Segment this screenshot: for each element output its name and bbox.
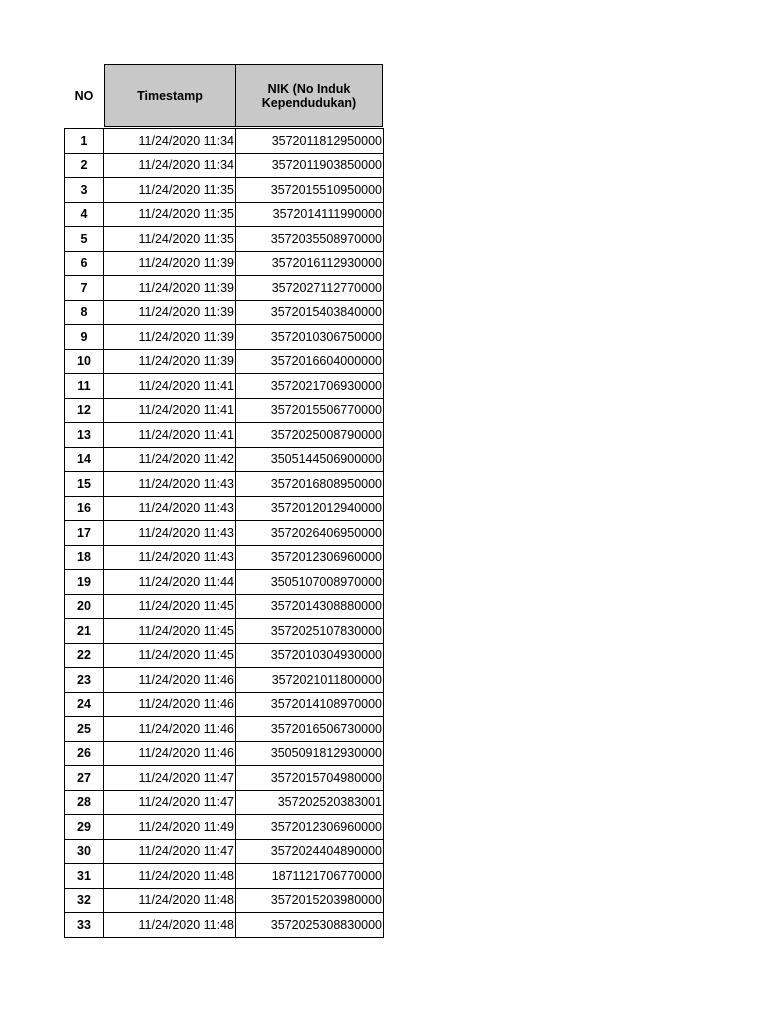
table-row xyxy=(65,448,384,473)
cell-no[interactable]: 33 xyxy=(65,913,104,938)
table-row xyxy=(65,570,384,595)
table-row xyxy=(65,399,384,424)
cell-timestamp[interactable]: 11/24/2020 11:48 xyxy=(104,864,236,889)
table-row xyxy=(65,178,384,203)
cell-no[interactable]: 13 xyxy=(65,423,104,448)
cell-no[interactable]: 23 xyxy=(65,668,104,693)
cell-timestamp[interactable]: 11/24/2020 11:45 xyxy=(104,644,236,669)
cell-nik[interactable]: 3572016112930000 xyxy=(236,252,384,277)
table-row xyxy=(65,766,384,791)
cell-no[interactable]: 4 xyxy=(65,203,104,228)
cell-no[interactable]: 15 xyxy=(65,472,104,497)
cell-nik[interactable]: 3572010304930000 xyxy=(236,644,384,669)
table-row xyxy=(65,595,384,620)
cell-no[interactable]: 3 xyxy=(65,178,104,203)
cell-no[interactable]: 20 xyxy=(65,595,104,620)
cell-no[interactable]: 27 xyxy=(65,766,104,791)
cell-no[interactable]: 5 xyxy=(65,227,104,252)
table-row xyxy=(65,717,384,742)
table-row xyxy=(65,374,384,399)
cell-timestamp[interactable]: 11/24/2020 11:34 xyxy=(104,129,236,154)
cell-timestamp[interactable]: 11/24/2020 11:48 xyxy=(104,889,236,914)
table-row xyxy=(65,546,384,571)
cell-timestamp[interactable]: 11/24/2020 11:47 xyxy=(104,791,236,816)
table-row xyxy=(65,521,384,546)
cell-nik[interactable]: 3572015510950000 xyxy=(236,178,384,203)
cell-timestamp[interactable]: 11/24/2020 11:48 xyxy=(104,913,236,938)
cell-timestamp[interactable]: 11/24/2020 11:49 xyxy=(104,815,236,840)
cell-timestamp[interactable]: 11/24/2020 11:43 xyxy=(104,521,236,546)
cell-no[interactable]: 21 xyxy=(65,619,104,644)
table-row xyxy=(65,497,384,522)
cell-nik[interactable]: 3572015203980000 xyxy=(236,889,384,914)
table-row xyxy=(65,889,384,914)
cell-timestamp[interactable]: 11/24/2020 11:46 xyxy=(104,668,236,693)
cell-timestamp[interactable]: 11/24/2020 11:41 xyxy=(104,423,236,448)
cell-timestamp[interactable]: 11/24/2020 11:45 xyxy=(104,619,236,644)
table-row xyxy=(65,325,384,350)
cell-nik[interactable]: 3572016808950000 xyxy=(236,472,384,497)
cell-no[interactable]: 25 xyxy=(65,717,104,742)
cell-nik[interactable]: 3572015506770000 xyxy=(236,399,384,424)
cell-timestamp[interactable]: 11/24/2020 11:39 xyxy=(104,350,236,375)
cell-nik[interactable]: 357202520383001 xyxy=(236,791,384,816)
cell-timestamp[interactable]: 11/24/2020 11:46 xyxy=(104,717,236,742)
table-body xyxy=(64,128,384,938)
cell-nik[interactable]: 3572026406950000 xyxy=(236,521,384,546)
cell-no[interactable]: 26 xyxy=(65,742,104,767)
header-no[interactable]: NO xyxy=(74,88,94,103)
cell-nik[interactable]: 3572025308830000 xyxy=(236,913,384,938)
table-row xyxy=(65,276,384,301)
cell-timestamp[interactable]: 11/24/2020 11:39 xyxy=(104,252,236,277)
cell-no[interactable]: 1 xyxy=(65,129,104,154)
cell-nik[interactable]: 3572015704980000 xyxy=(236,766,384,791)
table-row xyxy=(65,350,384,375)
cell-timestamp[interactable]: 11/24/2020 11:34 xyxy=(104,154,236,179)
table-row xyxy=(65,742,384,767)
cell-no[interactable]: 31 xyxy=(65,864,104,889)
cell-nik[interactable]: 3572014108970000 xyxy=(236,693,384,718)
table-row xyxy=(65,864,384,889)
cell-nik[interactable]: 3572021706930000 xyxy=(236,374,384,399)
table-row xyxy=(65,227,384,252)
table-row xyxy=(65,693,384,718)
table-row xyxy=(65,423,384,448)
cell-nik[interactable]: 3572025107830000 xyxy=(236,619,384,644)
cell-nik[interactable]: 3572011903850000 xyxy=(236,154,384,179)
table-row xyxy=(65,668,384,693)
table-row xyxy=(65,301,384,326)
table-header xyxy=(64,64,384,127)
cell-timestamp[interactable]: 11/24/2020 11:41 xyxy=(104,399,236,424)
cell-no[interactable]: 8 xyxy=(65,301,104,326)
cell-nik[interactable]: 3572014111990000 xyxy=(236,203,384,228)
cell-timestamp[interactable]: 11/24/2020 11:45 xyxy=(104,595,236,620)
cell-no[interactable]: 24 xyxy=(65,693,104,718)
cell-no[interactable]: 22 xyxy=(65,644,104,669)
table-row xyxy=(65,203,384,228)
cell-timestamp[interactable]: 11/24/2020 11:46 xyxy=(104,742,236,767)
cell-nik[interactable]: 3572027112770000 xyxy=(236,276,384,301)
cell-timestamp[interactable]: 11/24/2020 11:39 xyxy=(104,325,236,350)
cell-nik[interactable]: 3505091812930000 xyxy=(236,742,384,767)
cell-no[interactable]: 30 xyxy=(65,840,104,865)
table-row xyxy=(65,913,384,938)
cell-no[interactable]: 16 xyxy=(65,497,104,522)
cell-nik[interactable]: 3572010306750000 xyxy=(236,325,384,350)
cell-nik[interactable]: 3505144506900000 xyxy=(236,448,384,473)
header-timestamp[interactable]: Timestamp xyxy=(104,64,236,127)
cell-no[interactable]: 10 xyxy=(65,350,104,375)
cell-timestamp[interactable]: 11/24/2020 11:35 xyxy=(104,178,236,203)
cell-no[interactable]: 14 xyxy=(65,448,104,473)
cell-nik[interactable]: 3572015403840000 xyxy=(236,301,384,326)
table-row xyxy=(65,129,384,154)
table-row xyxy=(65,154,384,179)
cell-no[interactable]: 18 xyxy=(65,546,104,571)
cell-timestamp[interactable]: 11/24/2020 11:47 xyxy=(104,840,236,865)
cell-nik[interactable]: 3572012306960000 xyxy=(236,546,384,571)
cell-timestamp[interactable]: 11/24/2020 11:39 xyxy=(104,301,236,326)
cell-nik[interactable]: 1871121706770000 xyxy=(236,864,384,889)
cell-nik[interactable]: 3572035508970000 xyxy=(236,227,384,252)
cell-no[interactable]: 19 xyxy=(65,570,104,595)
cell-no[interactable]: 17 xyxy=(65,521,104,546)
cell-timestamp[interactable]: 11/24/2020 11:35 xyxy=(104,227,236,252)
cell-nik[interactable]: 3572011812950000 xyxy=(236,129,384,154)
cell-no[interactable]: 28 xyxy=(65,791,104,816)
cell-timestamp[interactable]: 11/24/2020 11:47 xyxy=(104,766,236,791)
cell-timestamp[interactable]: 11/24/2020 11:43 xyxy=(104,546,236,571)
cell-nik[interactable]: 3572012012940000 xyxy=(236,497,384,522)
table-row xyxy=(65,472,384,497)
cell-timestamp[interactable]: 11/24/2020 11:35 xyxy=(104,203,236,228)
cell-no[interactable]: 11 xyxy=(65,374,104,399)
cell-no[interactable]: 9 xyxy=(65,325,104,350)
cell-no[interactable]: 6 xyxy=(65,252,104,277)
table-row xyxy=(65,840,384,865)
table-row xyxy=(65,791,384,816)
cell-timestamp[interactable]: 11/24/2020 11:46 xyxy=(104,693,236,718)
cell-nik[interactable]: 3572016604000000 xyxy=(236,350,384,375)
cell-timestamp[interactable]: 11/24/2020 11:43 xyxy=(104,472,236,497)
cell-timestamp[interactable]: 11/24/2020 11:39 xyxy=(104,276,236,301)
cell-nik[interactable]: 3505107008970000 xyxy=(236,570,384,595)
cell-nik[interactable]: 3572025008790000 xyxy=(236,423,384,448)
cell-no[interactable]: 2 xyxy=(65,154,104,179)
table-row xyxy=(65,252,384,277)
cell-timestamp[interactable]: 11/24/2020 11:41 xyxy=(104,374,236,399)
cell-nik[interactable]: 3572021011800000 xyxy=(236,668,384,693)
cell-nik[interactable]: 3572012306960000 xyxy=(236,815,384,840)
cell-no[interactable]: 29 xyxy=(65,815,104,840)
table-row xyxy=(65,815,384,840)
table-row xyxy=(65,644,384,669)
cell-timestamp[interactable]: 11/24/2020 11:44 xyxy=(104,570,236,595)
spreadsheet-table xyxy=(64,64,384,932)
cell-timestamp[interactable]: 11/24/2020 11:43 xyxy=(104,497,236,522)
cell-nik[interactable]: 3572016506730000 xyxy=(236,717,384,742)
cell-no[interactable]: 12 xyxy=(65,399,104,424)
cell-nik[interactable]: 3572014308880000 xyxy=(236,595,384,620)
header-nik[interactable]: NIK (No Induk Kependudukan) xyxy=(235,64,383,127)
table-row xyxy=(65,619,384,644)
cell-no[interactable]: 32 xyxy=(65,889,104,914)
cell-nik[interactable]: 3572024404890000 xyxy=(236,840,384,865)
cell-timestamp[interactable]: 11/24/2020 11:42 xyxy=(104,448,236,473)
cell-no[interactable]: 7 xyxy=(65,276,104,301)
